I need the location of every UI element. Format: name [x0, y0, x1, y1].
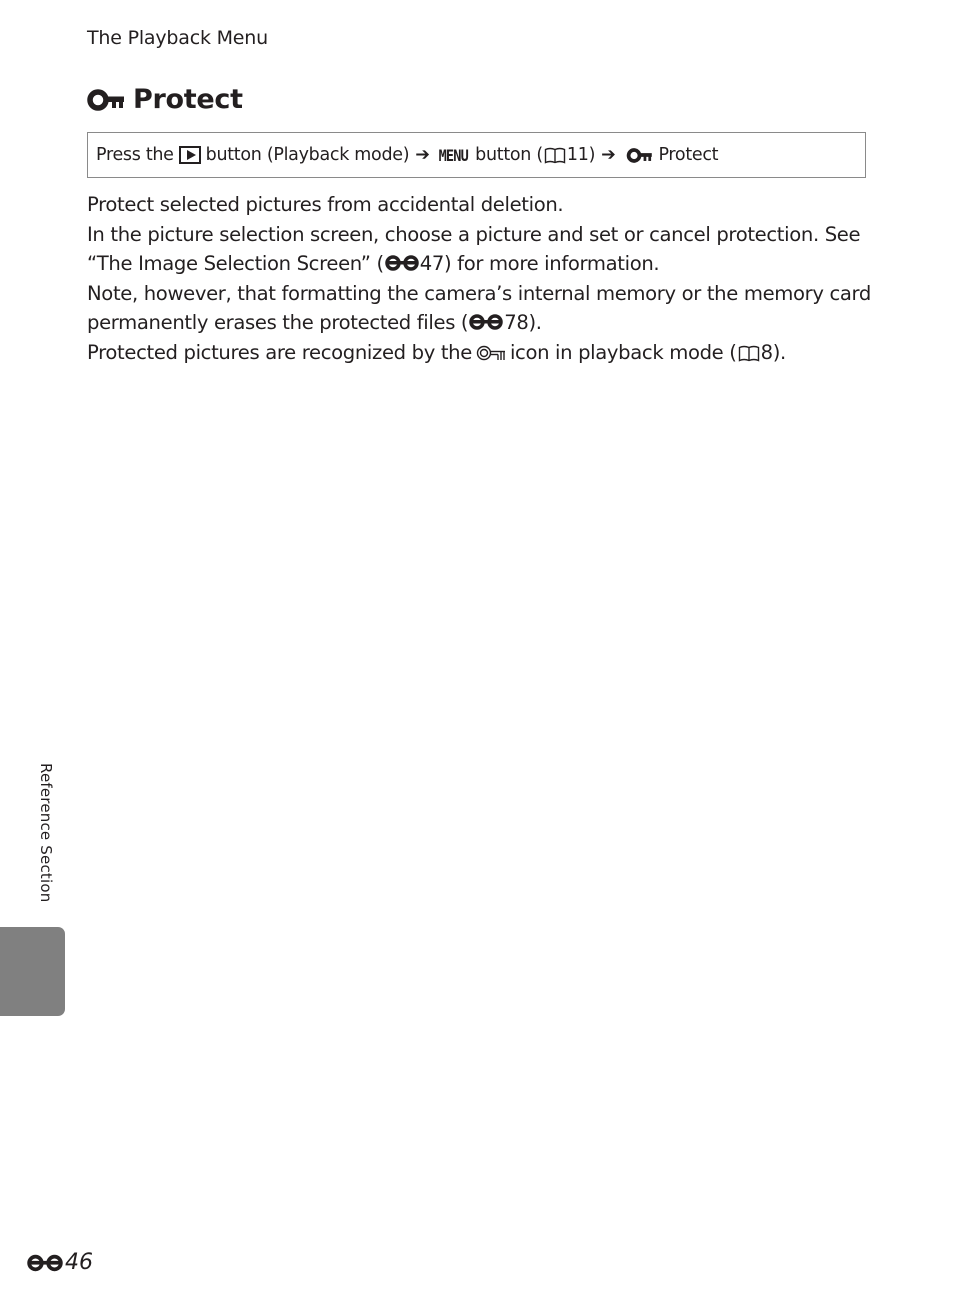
protect-status-icon: [476, 343, 506, 363]
body-line: [87, 338, 877, 368]
reference-section-icon: [27, 1253, 63, 1273]
arrow-right-icon: ➔: [415, 145, 430, 165]
side-section-label: Reference Section: [37, 763, 55, 903]
nav-protect-label: Protect: [658, 145, 719, 165]
body-line: Protect selected pictures from accidental deletion.: [87, 193, 564, 216]
body-line: [87, 249, 877, 279]
section-title-text: Protect: [133, 84, 243, 115]
nav-button-playback-mode: button (Playback mode): [205, 145, 410, 165]
body-line: In the picture selection screen, choose a picture and set or cancel protection. See: [87, 222, 861, 246]
body-text-span: icon in playback mode (: [509, 340, 737, 364]
nav-close-paren: ): [588, 145, 596, 165]
nav-book-ref-page: 11: [566, 145, 589, 165]
navigation-path-box: [87, 132, 866, 178]
book-reference-icon: [544, 147, 566, 164]
body-text-span: “The Image Selection Screen” (: [87, 252, 384, 275]
reference-page-number: 47: [419, 252, 444, 275]
menu-button-label: MENU: [438, 145, 468, 165]
body-text: [87, 190, 877, 367]
protect-key-icon: [626, 148, 653, 163]
nav-press-the: Press the: [96, 145, 174, 165]
playback-button-icon: [179, 146, 201, 164]
section-thumb-tab: [0, 927, 65, 1016]
body-text-span: Protected pictures are recognized by the: [87, 340, 472, 364]
reference-page-number: 8: [760, 340, 773, 364]
section-title: [87, 84, 243, 115]
page-number-text: 46: [65, 1250, 93, 1275]
nav-button-open: button (: [475, 145, 543, 165]
body-text-span: ) for more information.: [444, 252, 660, 275]
body-line: [87, 308, 877, 338]
body-text-span: ).: [772, 340, 786, 364]
reference-section-icon: [469, 313, 503, 331]
book-reference-icon: [738, 345, 760, 362]
reference-section-icon: [385, 254, 419, 272]
protect-key-icon: [87, 89, 125, 111]
body-text-span: permanently erases the protected files (: [87, 311, 469, 334]
body-text-span: ).: [528, 311, 542, 334]
reference-page-number: 78: [504, 311, 529, 334]
body-line: Note, however, that formatting the camera’s internal memory or the memory card: [87, 281, 872, 305]
arrow-right-icon: ➔: [601, 145, 616, 165]
running-header: The Playback Menu: [87, 27, 268, 49]
page-number: [27, 1250, 93, 1275]
